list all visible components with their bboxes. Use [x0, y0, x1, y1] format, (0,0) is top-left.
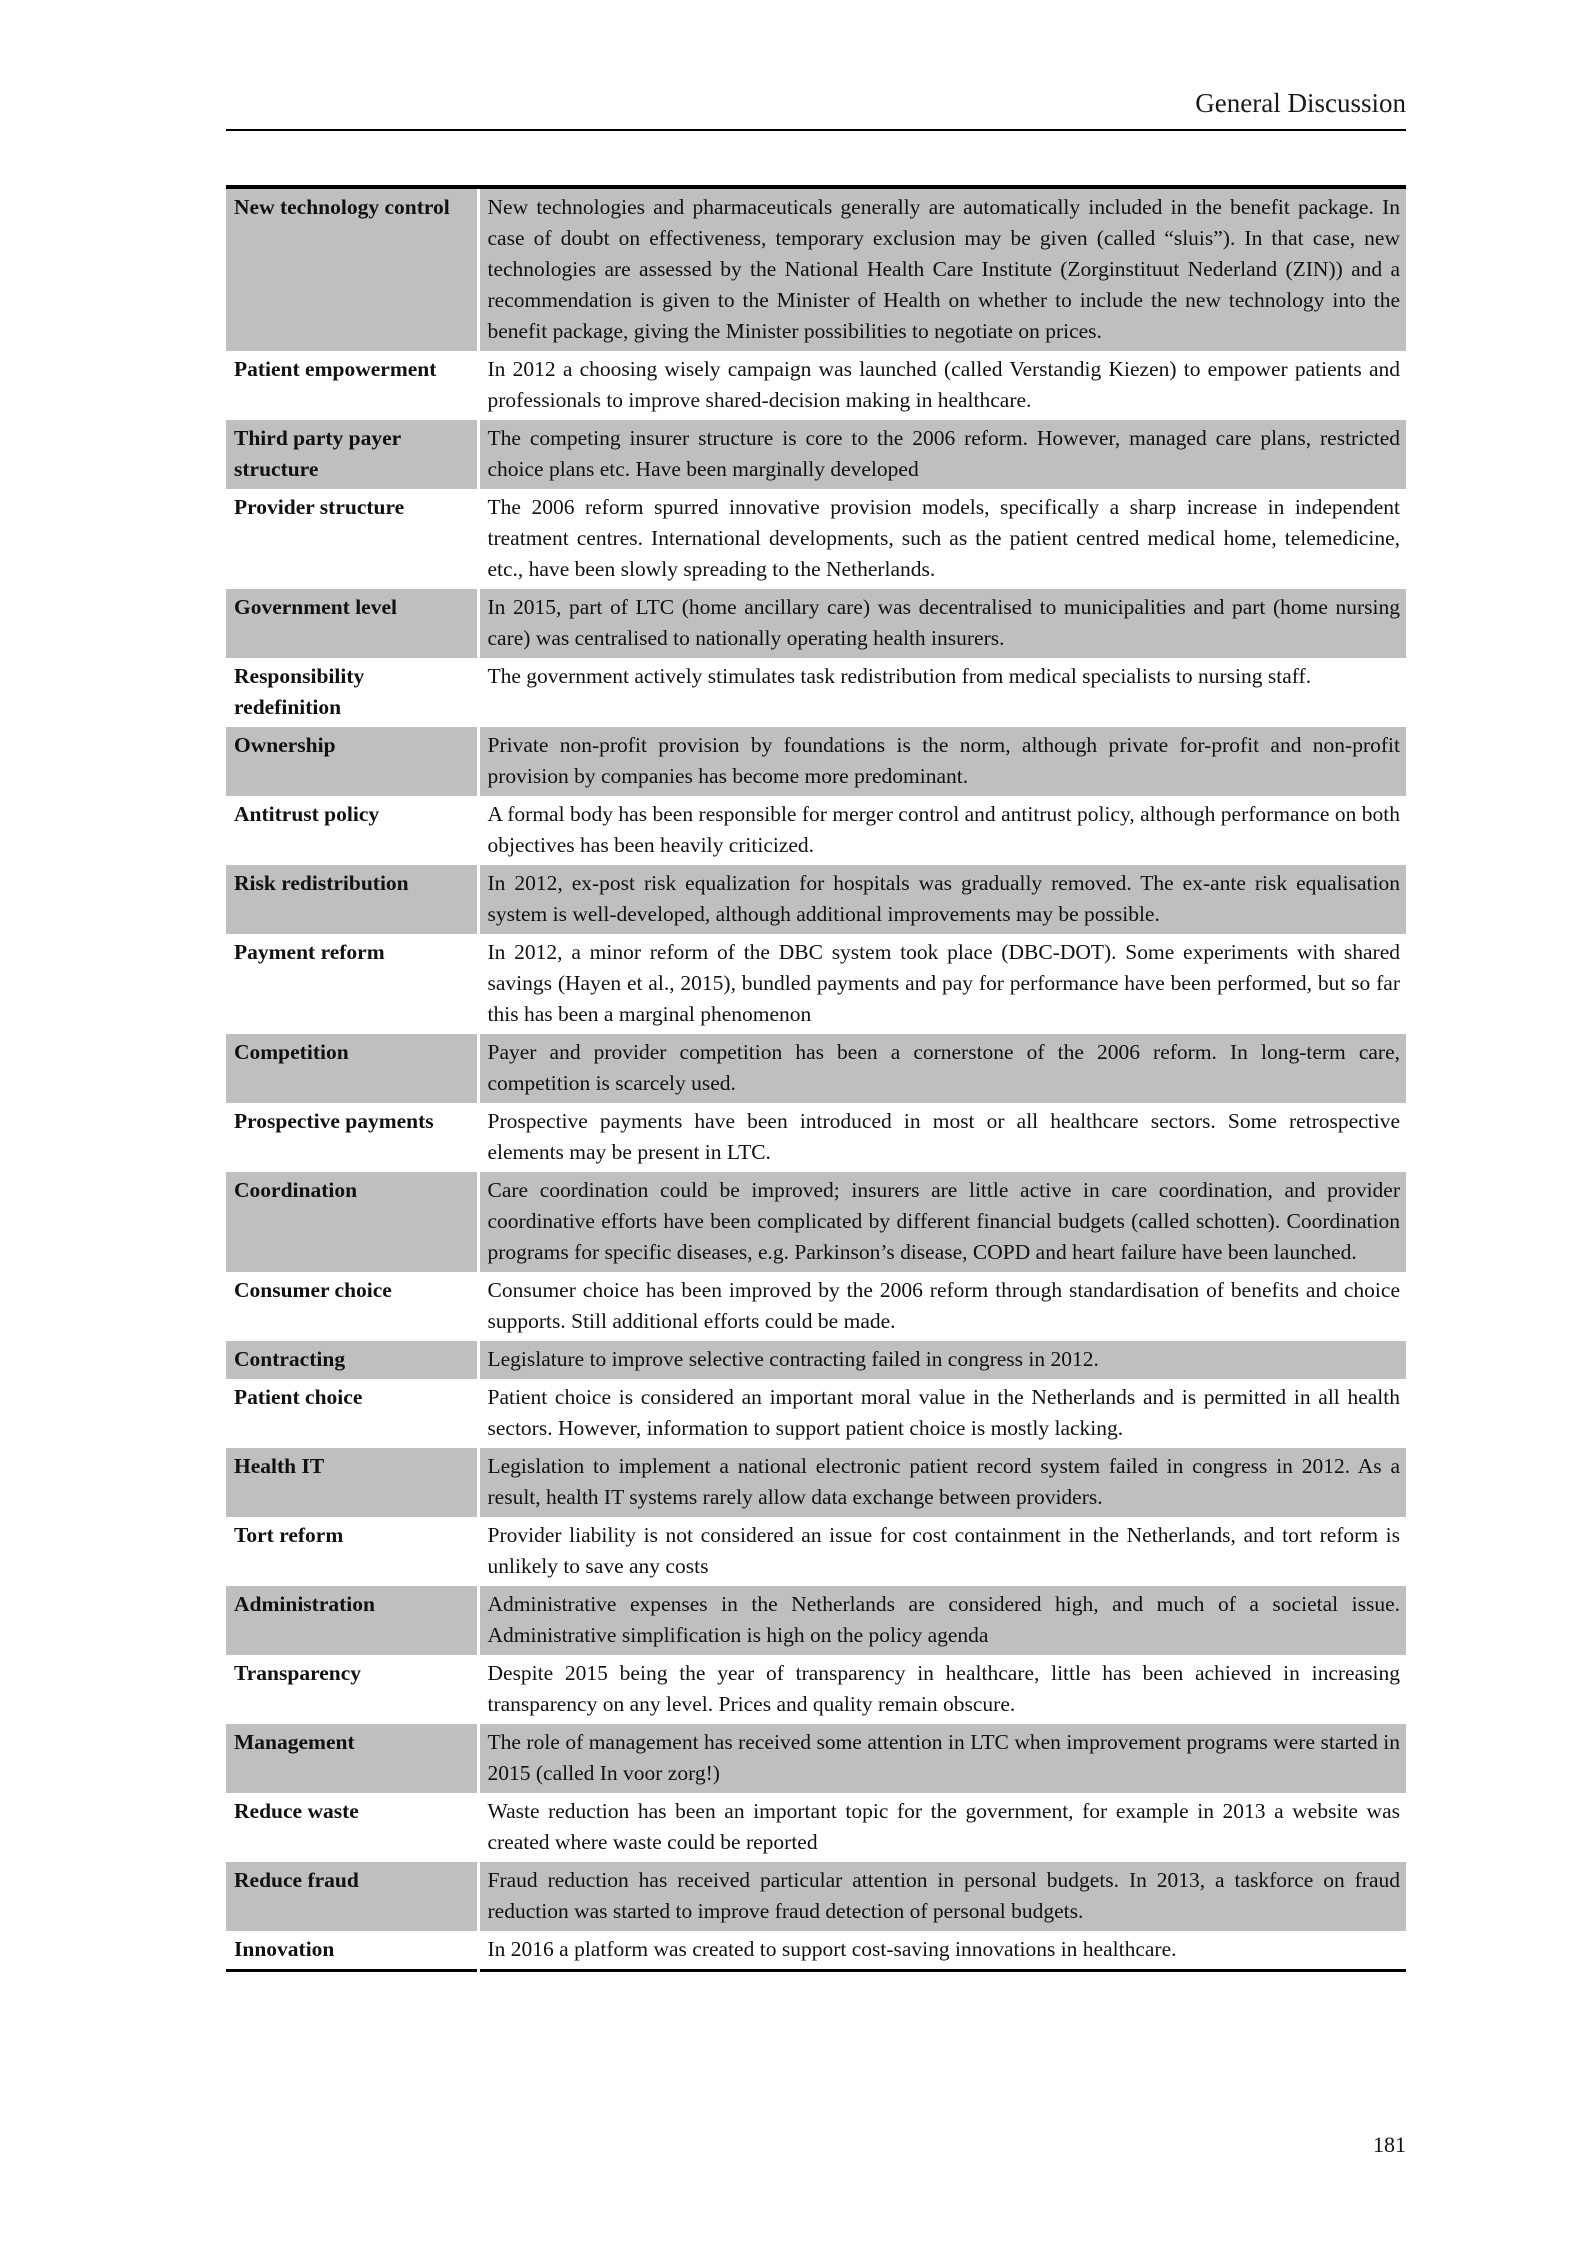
- table-row: [226, 1034, 1406, 1103]
- description-cell: Waste reduction has been an important topic for the government, for example in 2013 a website was created where waste could be reported: [478, 1793, 1406, 1862]
- description-cell: Administrative expenses in the Netherlands are considered high, and much of a societal issue. Administrative simplification is high on the policy agenda: [478, 1586, 1406, 1655]
- term-cell: Payment reform: [234, 940, 385, 964]
- description-cell: Provider liability is not considered an issue for cost containment in the Netherlands, and tort reform is unlikely to save any costs: [478, 1517, 1406, 1586]
- term-cell: Innovation: [234, 1937, 335, 1961]
- description-cell: The government actively stimulates task redistribution from medical specialists to nursing staff.: [478, 658, 1406, 727]
- table-row: [226, 796, 1406, 865]
- description-cell: Private non-profit provision by foundations is the norm, although private for-profit and non-profit provision by companies has become more predominant.: [478, 727, 1406, 796]
- table-row: [226, 187, 1406, 351]
- term-cell: Risk redistribution: [226, 865, 478, 934]
- description-cell: A formal body has been responsible for merger control and antitrust policy, although performance on both objectives has been heavily criticized.: [478, 796, 1406, 865]
- table-row: [226, 1862, 1406, 1931]
- policy-table-body: [226, 187, 1406, 1971]
- description-cell: The competing insurer structure is core to the 2006 reform. However, managed care plans, restricted choice plans etc. Have been marginally developed: [478, 420, 1406, 489]
- policy-overview-table: [226, 185, 1406, 1972]
- description-cell: Fraud reduction has received particular attention in personal budgets. In 2013, a taskforce on fraud reduction was started to improve fraud detection of personal budgets.: [478, 1862, 1406, 1931]
- term-cell: Consumer choice: [234, 1278, 392, 1302]
- description-cell: In 2012 a choosing wisely campaign was launched (called Verstandig Kiezen) to empower patients and professionals to improve shared-decision making in healthcare.: [478, 351, 1406, 420]
- term-cell: New technology control: [226, 187, 478, 351]
- description-cell: Legislation to implement a national electronic patient record system failed in congress in 2012. As a result, health IT systems rarely allow data exchange between providers.: [478, 1448, 1406, 1517]
- description-cell: Care coordination could be improved; insurers are little active in care coordination, and provider coordinative efforts have been complicated by different financial budgets (called schotten). Coordination programs for specific diseases, e.g. Parkinson’s disease, COPD and heart failure have been launched.: [478, 1172, 1406, 1272]
- term-cell: Antitrust policy: [234, 802, 380, 826]
- term-cell: Prospective payments: [234, 1109, 434, 1133]
- table-row: [226, 1272, 1406, 1341]
- table-row: [226, 1379, 1406, 1448]
- table-row: [226, 1793, 1406, 1862]
- table-row: [226, 489, 1406, 589]
- term-cell: Coordination: [226, 1172, 478, 1272]
- term-cell: Administration: [226, 1586, 478, 1655]
- term-cell: Reduce waste: [234, 1799, 359, 1823]
- table-row: [226, 1448, 1406, 1517]
- table-row: [226, 420, 1406, 489]
- term-cell: Government level: [226, 589, 478, 658]
- description-cell: Prospective payments have been introduced in most or all healthcare sectors. Some retrospective elements may be present in LTC.: [478, 1103, 1406, 1172]
- term-cell: Ownership: [226, 727, 478, 796]
- page-content: [226, 0, 1406, 1972]
- table-row: [226, 865, 1406, 934]
- term-cell: Competition: [226, 1034, 478, 1103]
- term-cell: Reduce fraud: [226, 1862, 478, 1931]
- term-cell: Third party payer structure: [226, 420, 478, 489]
- description-cell: Consumer choice has been improved by the 2006 reform through standardisation of benefits and choice supports. Still additional efforts could be made.: [478, 1272, 1406, 1341]
- table-row: [226, 1517, 1406, 1586]
- description-cell: Payer and provider competition has been a cornerstone of the 2006 reform. In long-term care, competition is scarcely used.: [478, 1034, 1406, 1103]
- page-number: 181: [1373, 2132, 1406, 2157]
- description-cell: Despite 2015 being the year of transparency in healthcare, little has been achieved in increasing transparency on any level. Prices and quality remain obscure.: [478, 1655, 1406, 1724]
- term-cell: Responsibility redefinition: [234, 664, 365, 719]
- term-cell: Patient choice: [234, 1385, 363, 1409]
- description-cell: In 2012, a minor reform of the DBC system took place (DBC-DOT). Some experiments with shared savings (Hayen et al., 2015), bundled payments and pay for performance have been performed, but so far this has been a marginal phenomenon: [478, 934, 1406, 1034]
- description-cell: Legislature to improve selective contracting failed in congress in 2012.: [478, 1341, 1406, 1379]
- running-header: [226, 88, 1406, 131]
- term-cell: Patient empowerment: [234, 357, 437, 381]
- term-cell: Health IT: [226, 1448, 478, 1517]
- table-row: [226, 1341, 1406, 1379]
- table-row: [226, 589, 1406, 658]
- description-cell: In 2015, part of LTC (home ancillary care) was decentralised to municipalities and part (home nursing care) was centralised to nationally operating health insurers.: [478, 589, 1406, 658]
- table-row: [226, 727, 1406, 796]
- table-row: [226, 1931, 1406, 1971]
- description-cell: Patient choice is considered an important moral value in the Netherlands and is permitted in all health sectors. However, information to support patient choice is mostly lacking.: [478, 1379, 1406, 1448]
- table-row: [226, 1103, 1406, 1172]
- term-cell: Contracting: [226, 1341, 478, 1379]
- table-row: [226, 1655, 1406, 1724]
- term-cell: Tort reform: [234, 1523, 344, 1547]
- table-row: [226, 658, 1406, 727]
- term-cell: Provider structure: [234, 495, 405, 519]
- table-row: [226, 1172, 1406, 1272]
- table-row: [226, 1724, 1406, 1793]
- description-cell: In 2016 a platform was created to support cost-saving innovations in healthcare.: [478, 1931, 1406, 1971]
- running-header-title: General Discussion: [1195, 88, 1406, 118]
- description-cell: In 2012, ex-post risk equalization for hospitals was gradually removed. The ex-ante risk equalisation system is well-developed, although additional improvements may be possible.: [478, 865, 1406, 934]
- description-cell: The 2006 reform spurred innovative provision models, specifically a sharp increase in independent treatment centres. International developments, such as the patient centred medical home, telemedicine, etc., have been slowly spreading to the Netherlands.: [478, 489, 1406, 589]
- table-row: [226, 1586, 1406, 1655]
- description-cell: The role of management has received some attention in LTC when improvement programs were started in 2015 (called In voor zorg!): [478, 1724, 1406, 1793]
- term-cell: Transparency: [234, 1661, 362, 1685]
- term-cell: Management: [226, 1724, 478, 1793]
- description-cell: New technologies and pharmaceuticals generally are automatically included in the benefit package. In case of doubt on effectiveness, temporary exclusion may be given (called “sluis”). In that case, new technologies are assessed by the National Health Care Institute (Zorginstituut Nederland (ZIN)) and a recommendation is given to the Minister of Health on whether to include the new technology into the benefit package, giving the Minister possibilities to negotiate on prices.: [478, 187, 1406, 351]
- table-row: [226, 351, 1406, 420]
- table-row: [226, 934, 1406, 1034]
